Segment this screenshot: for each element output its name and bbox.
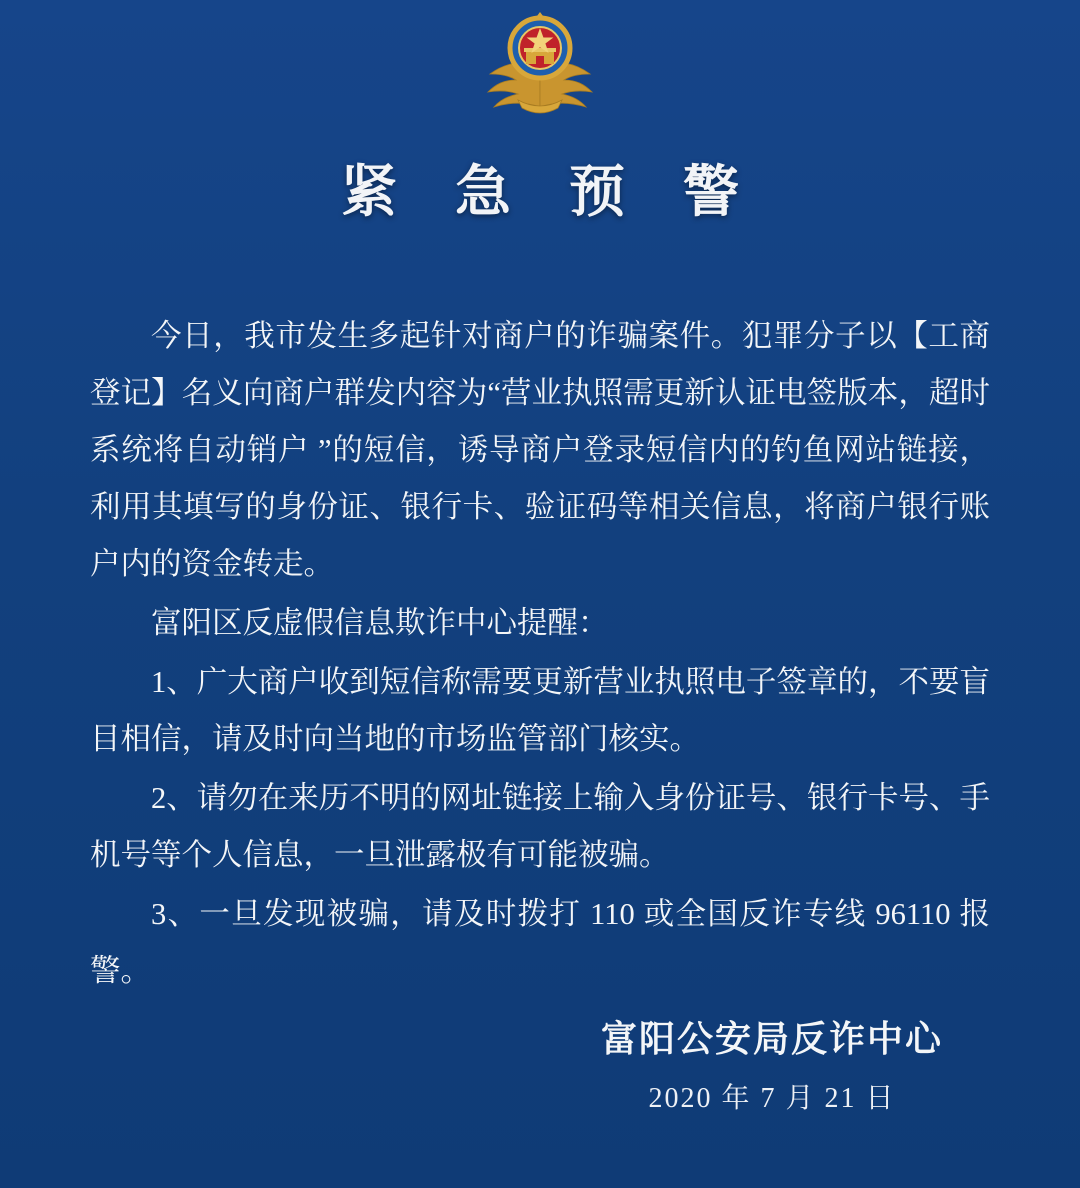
alert-body — [90, 308, 990, 1002]
paragraph-center-reminder: 富阳区反虚假信息欺诈中心提醒： — [151, 606, 609, 640]
paragraph-tip-1: 1、广大商户收到短信称需要更新营业执照电子签章的，不要盲目相信，请及时向当地的市场监管部门核实。 — [90, 665, 990, 756]
signature-date: 2020 年 7 月 21 日 — [648, 1083, 896, 1114]
paragraph-case-description: 今日，我市发生多起针对商户的诈骗案件。犯罪分子以【工商登记】名义向商户群发内容为“营业执照需更新认证电签版本，超时系统将自动销户 ”的短信，诱导商户登录短信内的钓鱼网站链接，利用其填写的身份证、银行卡、验证码等相关信息，将商户银行账户内的资金转走。 — [90, 319, 990, 581]
paragraph-tip-3: 3、一旦发现被骗，请及时拨打 110 或全国反诈专线 96110 报警。 — [90, 897, 990, 988]
page-title: 紧 急 预 警 — [341, 162, 761, 224]
china-police-badge-icon — [480, 8, 600, 120]
signature-organization: 富阳公安局反诈中心 — [600, 1019, 943, 1059]
paragraph-tip-2: 2、请勿在来历不明的网址链接上输入身份证号、银行卡号、手机号等个人信息，一旦泄露极有可能被骗。 — [90, 781, 990, 872]
signature-block — [542, 1011, 1002, 1116]
